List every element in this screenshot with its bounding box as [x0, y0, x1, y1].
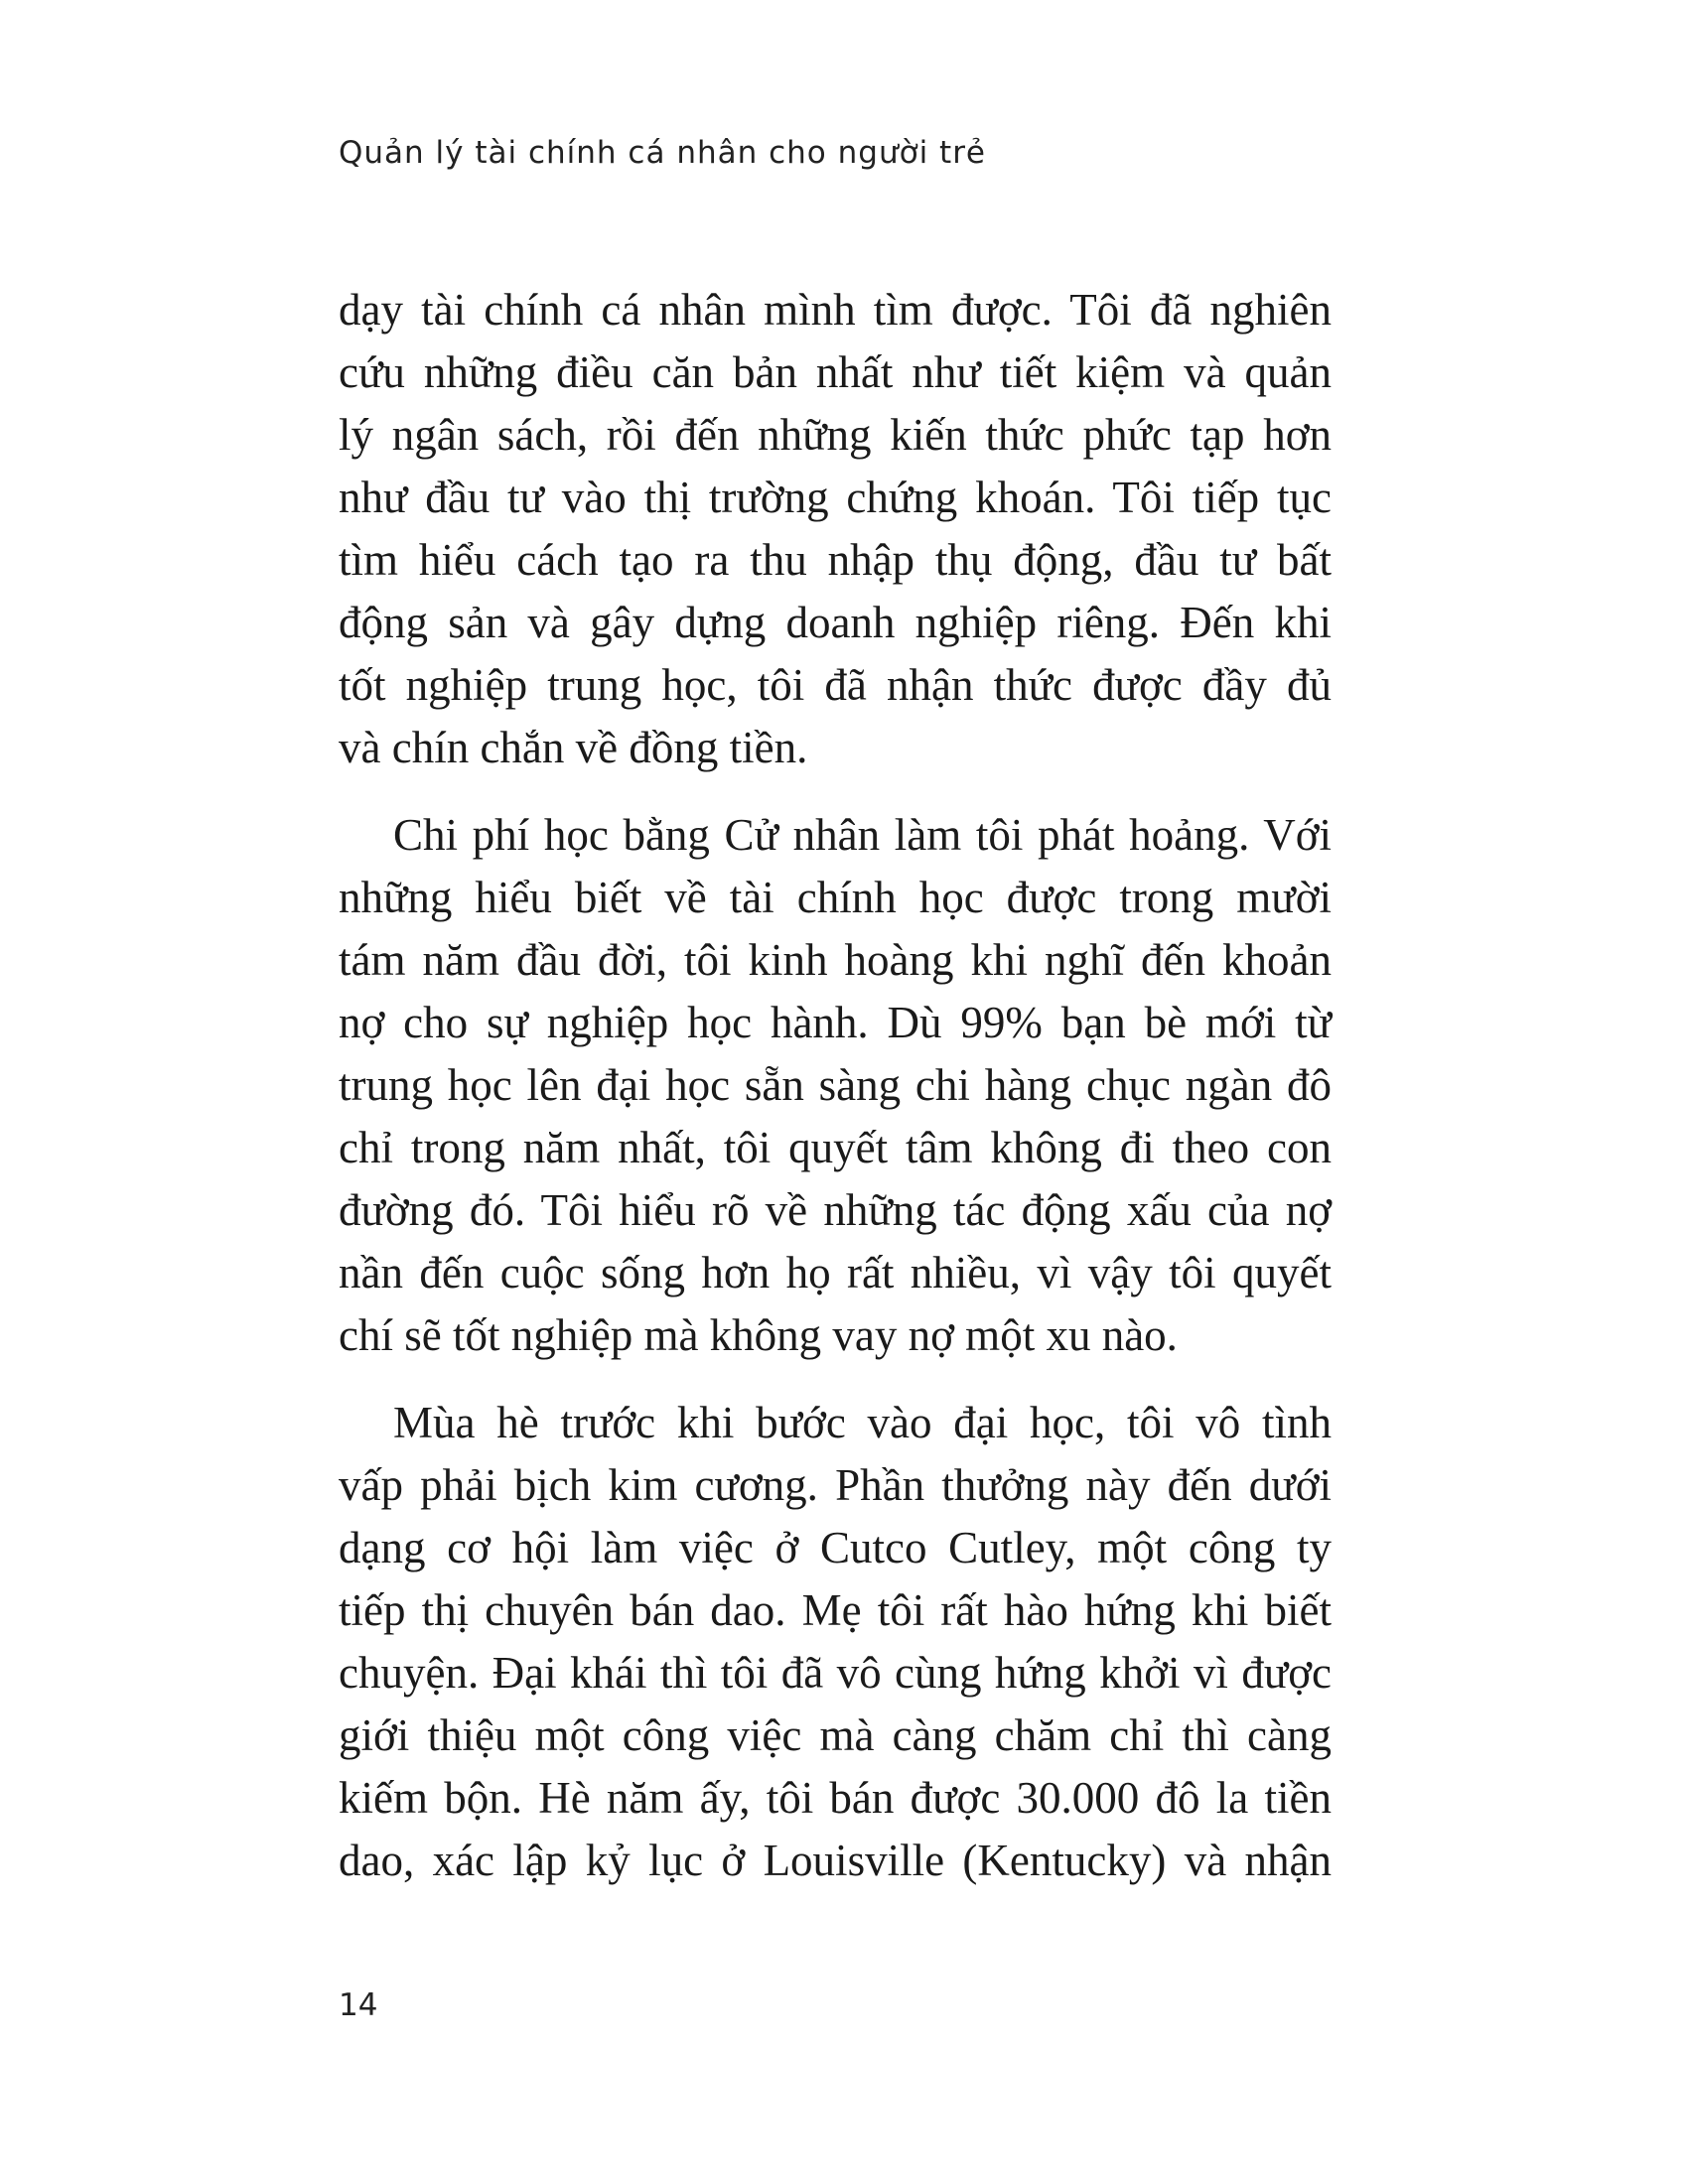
text-line: tiếp thị chuyên bán dao. Mẹ tôi rất hào hứng khi biết: [339, 1585, 1332, 1635]
paragraph: [339, 804, 1332, 1367]
text-line: dao, xác lập kỷ lục ở Louisville (Kentucky) và nhận: [339, 1836, 1332, 1885]
text-line: vấp phải bịch kim cương. Phần thưởng này đến dưới: [339, 1460, 1332, 1510]
text-line: tám năm đầu đời, tôi kinh hoàng khi nghĩ đến khoản: [339, 935, 1332, 985]
body-text: [339, 279, 1332, 1917]
paragraph: [339, 1392, 1332, 1892]
text-line: Mùa hè trước khi bước vào đại học, tôi vô tình: [393, 1398, 1332, 1447]
text-line: nợ cho sự nghiệp học hành. Dù 99% bạn bè mới từ: [339, 998, 1332, 1047]
text-line: những hiểu biết về tài chính học được trong mười: [339, 873, 1332, 922]
text-line: và chín chắn về đồng tiền.: [339, 723, 808, 772]
text-line: chí sẽ tốt nghiệp mà không vay nợ một xu nào.: [339, 1310, 1178, 1360]
text-line: kiếm bộn. Hè năm ấy, tôi bán được 30.000 đô la tiền: [339, 1773, 1332, 1823]
page-number: 14: [339, 1987, 378, 2023]
text-line: như đầu tư vào thị trường chứng khoán. Tôi tiếp tục: [339, 473, 1332, 522]
text-line: chuyện. Đại khái thì tôi đã vô cùng hứng khởi vì được: [339, 1648, 1332, 1698]
text-line: dạng cơ hội làm việc ở Cutco Cutley, một công ty: [339, 1523, 1332, 1572]
text-line: chỉ trong năm nhất, tôi quyết tâm không đi theo con: [339, 1123, 1332, 1172]
text-line: Chi phí học bằng Cử nhân làm tôi phát hoảng. Với: [393, 810, 1332, 860]
paragraph: [339, 279, 1332, 779]
text-line: động sản và gây dựng doanh nghiệp riêng. Đến khi: [339, 598, 1332, 647]
text-line: trung học lên đại học sẵn sàng chi hàng chục ngàn đô: [339, 1060, 1332, 1110]
text-line: tìm hiểu cách tạo ra thu nhập thụ động, đầu tư bất: [339, 535, 1332, 585]
running-header: Quản lý tài chính cá nhân cho người trẻ: [339, 135, 987, 171]
text-line: giới thiệu một công việc mà càng chăm chỉ thì càng: [339, 1710, 1332, 1760]
text-line: tốt nghiệp trung học, tôi đã nhận thức được đầy đủ: [339, 660, 1332, 710]
text-line: lý ngân sách, rồi đến những kiến thức phức tạp hơn: [339, 410, 1332, 460]
text-line: dạy tài chính cá nhân mình tìm được. Tôi đã nghiên: [339, 285, 1332, 335]
text-line: nần đến cuộc sống hơn họ rất nhiều, vì vậy tôi quyết: [339, 1248, 1332, 1297]
text-line: đường đó. Tôi hiểu rõ về những tác động xấu của nợ: [339, 1185, 1332, 1235]
text-line: cứu những điều căn bản nhất như tiết kiệm và quản: [339, 347, 1332, 397]
